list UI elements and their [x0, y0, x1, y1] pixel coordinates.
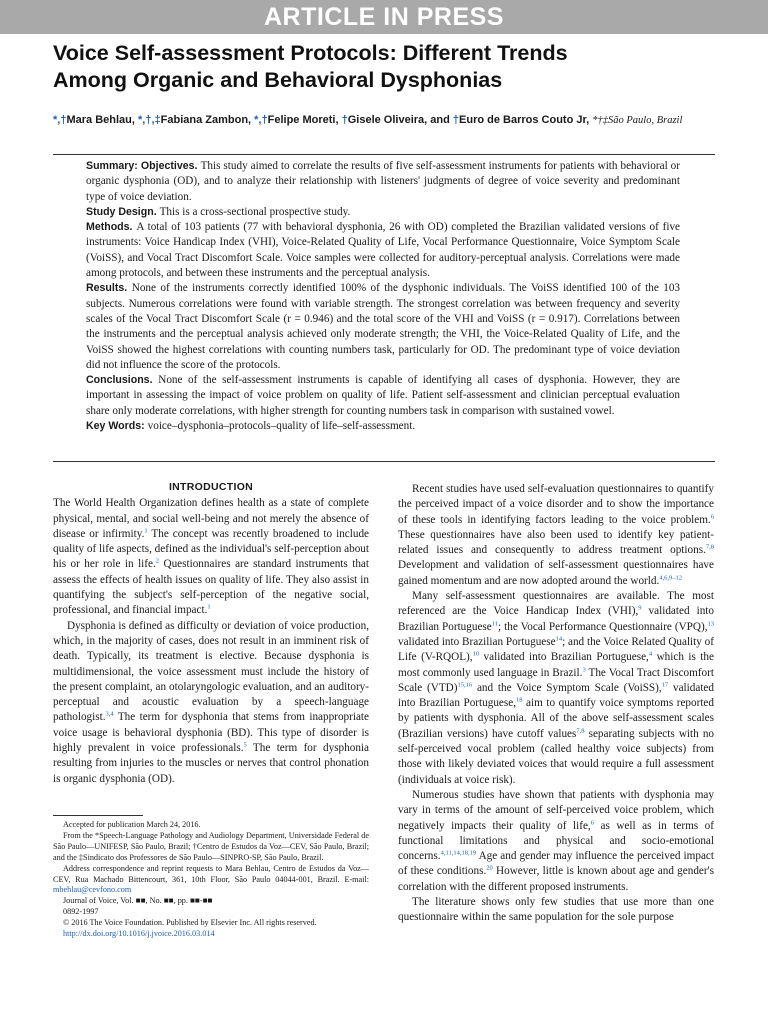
right-p2-text-f: validated into Brazilian Portuguese, [479, 651, 649, 664]
right-p2-text-b: validated into Brazilian Portuguese [398, 605, 714, 633]
right-p2-text-a: Many self-assessment questionnaires are available. The most referenced are the Voice Handicap Index (VHI), [398, 590, 714, 618]
right-p2-text-l: separating subjects with no self-perceived vocal problem (called healthy voice subjects) from those with likely deviated voices that would require a full assessment (individuals at voice risk). [398, 727, 715, 786]
right-p3-text-c: Age and gender may influence the perceived impact of these conditions. [398, 850, 714, 878]
title-line-1: Voice Self-assessment Protocols: Different Trends [53, 41, 568, 65]
intro-p2-text-a: Dysphonia is defined as difficulty or deviation of voice production, which, in the majority of cases, does not result in an imminent risk of death. Typically, its treatment is elective. Because dysphonia is multidimensional, the voice assessment must include the history of the present complaint, an otolaryngologic evaluation, and an auditory-perceptual and acoustic evaluation by a speech-language pathologist. [53, 619, 369, 724]
intro-paragraph-2 [53, 619, 369, 787]
objectives-label: Objectives. [140, 160, 201, 172]
footnote-address [53, 864, 369, 897]
intro-p2-text-b: The term for dysphonia that stems from inappropriate voice usage is behavioral dysphonia (BD). This type of disorder is highly prevalent in voice professionals. [53, 711, 369, 755]
right-p1-text-c: Development and validation of self-assessment questionnaires have gained momentum and are now adopted around the world. [398, 559, 714, 587]
right-p2-text-i: and the Voice Symptom Scale (VoiSS), [472, 681, 662, 694]
abstract-keywords [86, 419, 680, 434]
footnote-accepted: Accepted for publication March 24, 2016. [63, 820, 201, 829]
abstract-results [86, 281, 680, 373]
citation-ref[interactable]: 11 [491, 619, 499, 627]
citation-ref[interactable]: 7,8 [705, 543, 714, 551]
citation-ref[interactable]: 2 [155, 557, 160, 565]
intro-paragraph-1 [53, 496, 369, 618]
intro-p1-text-b: The concept was recently broadened to include quality of life aspects, defined as the individual's self-perception about his or her role in life. [53, 527, 370, 571]
title-line-2: Among Organic and Behavioral Dysphonias [53, 68, 503, 92]
author-name-4: Gisele Oliveira, and [347, 114, 453, 126]
intro-p2-text-c: The term for dysphonia resulting from injuries to the muscles or nerves that control phonation is organic dysphonia (OD). [53, 742, 369, 785]
author-name-2: Fabiana Zambon, [160, 114, 255, 126]
right-p2-text-h: The Vocal Tract Discomfort Scale (VTD) [398, 666, 714, 694]
abstract-bottom-rule [53, 461, 715, 462]
citation-ref[interactable]: 9 [638, 604, 642, 612]
citation-ref[interactable]: 6 [710, 512, 714, 520]
author-affiliation: *†‡São Paulo, Brazil [592, 115, 683, 126]
author-name-5: Euro de Barros Couto Jr, [459, 114, 593, 126]
citation-ref[interactable]: 20 [486, 864, 493, 872]
conclusions-text: None of the self-assessment instruments is capable of identifying all cases of dysphonia. However, they are important in assessing the impact of voice problem on quality of life. Patient self-assessment and clinician perceptual evaluation share only moderate correlations, with higher strength for counting numbers task in comparison with sustained vowel. [86, 374, 680, 417]
right-paragraph-2 [398, 589, 714, 788]
footnote-issn: 0892-1997 [63, 907, 99, 917]
citation-ref[interactable]: 4 [648, 650, 653, 658]
citation-ref[interactable]: 7,8 [576, 727, 585, 735]
citation-ref[interactable]: 1 [207, 603, 211, 611]
summary-label: Summary: [86, 160, 141, 172]
intro-p1-text-c: Questionnaires are standard instruments that assess the effects of health issues on quality of life. They also assist in quantifying the subject's self-perception of the negative social, professional, and financial impact. [53, 558, 369, 617]
keywords-label: Key Words: [86, 420, 148, 433]
footnote-affiliations: From the *Speech-Language Pathology and Audiology Department, Universidade Federal de São Paulo—UNIFESP, São Paulo, Brazil; †Centro de Estudos da Voz—CEV, São Paulo, Brazil; and the ‡Sindicato dos Professores de São Paulo—SINPRO-SP, São Paulo, Brazil. [53, 830, 369, 862]
methods-label: Methods. [86, 221, 137, 234]
article-title [53, 40, 733, 94]
abstract [86, 159, 680, 434]
author-marks-5: † [452, 114, 460, 126]
abstract-top-rule [53, 154, 715, 155]
right-p2-text-c: ; the Vocal Performance Questionnaire (VPQ), [498, 620, 708, 633]
design-text: This is a cross-sectional prospective study. [159, 205, 351, 218]
right-p2-text-g: which is the most commonly used language in Brazil. [398, 651, 714, 679]
author-marks-4: † [341, 114, 348, 126]
right-p3-text-a: Numerous studies have shown that patients with dysphonia may vary in terms of the amount of self-perceived voice problem, which negatively impacts their quality of life, [398, 788, 714, 832]
citation-ref[interactable]: 4,6,9–12 [659, 574, 683, 582]
citation-ref[interactable]: 15,16 [457, 681, 473, 689]
footnotes [53, 820, 369, 940]
footnote-rule [53, 815, 143, 816]
abstract-objectives [86, 159, 680, 205]
abstract-design [86, 205, 680, 220]
citation-ref[interactable]: 3,4 [105, 710, 114, 718]
conclusions-label: Conclusions. [86, 374, 159, 387]
banner-text: ARTICLE IN PRESS [264, 3, 504, 31]
objectives-text: This study aimed to correlate the results of five self-assessment instruments for patients with behavioral or organic dysphonia (OD), and to analyze their relationship with listeners' judgments of degree of voice severity and predominant type of voice deviation. [86, 160, 680, 203]
right-paragraph-1 [398, 482, 714, 589]
citation-ref[interactable]: 4,11,14,18,19 [440, 849, 477, 857]
section-heading-introduction: INTRODUCTION [168, 481, 254, 493]
citation-ref[interactable]: 6 [590, 818, 594, 826]
right-p3-text-b: as well as in terms of functional limitations and physical and socio-emotional concerns. [398, 819, 714, 863]
citation-ref[interactable]: 18 [516, 696, 523, 704]
citation-ref[interactable]: 1 [144, 527, 148, 535]
citation-ref[interactable]: 17 [661, 681, 669, 689]
abstract-methods [86, 220, 680, 281]
abstract-conclusions [86, 373, 680, 419]
methods-text: A total of 103 patients (77 with behavioral dysphonia, 26 with OD) completed the Brazilian validated versions of five instruments: Voice Handicap Index (VHI), Voice-Related Quality of Life, Vocal Performance Questionnaire, Voice Symptom Scale (VoiSS), and Vocal Tract Discomfort Scale. Voice samples were collected for auditory-perceptual analysis. Correlations were made among protocols, and between these instruments and the perceptual analysis. [86, 221, 681, 280]
right-p2-text-k: aim to quantify voice symptoms reported by patients with dysphonia. All of the above self-assessment scales (Brazilian versions) have cutoff values [398, 697, 714, 740]
left-column [53, 480, 369, 787]
author-marks-3: *,† [254, 114, 268, 126]
email-link[interactable]: mbehlau@cevfono.com [53, 885, 132, 895]
right-paragraph-4: The literature shows only few studies that use more than one questionnaire within the same population for the sole purpose [398, 896, 714, 924]
citation-ref[interactable]: 5 [243, 741, 247, 749]
author-name-1: Mara Behlau, [66, 114, 138, 126]
doi-link[interactable]: http://dx.doi.org/10.1016/j.jvoice.2016.03.014 [63, 929, 215, 939]
keywords-text: voice–dysphonia–protocols–quality of life–self-assessment. [147, 420, 416, 433]
intro-p1-text-a: The World Health Organization defines health as a state of complete physical, mental, and social well-being and not merely the absence of disease or infirmity. [53, 497, 369, 540]
citation-ref[interactable]: 13 [707, 619, 714, 627]
right-paragraph-3 [398, 788, 714, 895]
right-p2-text-e: ; and the Voice Related Quality of Life (V-RQOL), [398, 635, 715, 664]
design-label: Study Design. [86, 205, 160, 218]
citation-ref[interactable]: 3 [582, 665, 586, 673]
author-marks-2: *,†,‡ [138, 114, 161, 126]
right-column [398, 482, 714, 926]
right-p1-text-a: Recent studies have used self-evaluation questionnaires to quantify the perceived impact of a voice disorder and to show the importance of these tools in identifying factors leading to the voice problem. [398, 483, 714, 526]
footnote-address-text: Address correspondence and reprint requests to Mara Behlau, Centro de Estudos da Voz—CEV, Rua Machado Bittencourt, 361, 10th Floor, São Paulo 04044-001, Brazil. E-mail: [53, 863, 369, 884]
right-p1-text-b: These questionnaires have also been used to identify key patient-related issues and consequently to address treatment options. [398, 528, 714, 557]
results-label: Results. [86, 282, 132, 295]
right-p3-text-d: However, little is known about age and gender's correlation with the different proposed instruments. [398, 865, 714, 893]
right-p2-text-d: validated into Brazilian Portuguese [398, 635, 556, 648]
footnote-journal: Journal of Voice, Vol. ■■, No. ■■, pp. ■■-■■ [63, 896, 213, 906]
footnote-copyright: © 2016 The Voice Foundation. Published by Elsevier Inc. All rights reserved. [63, 918, 317, 928]
author-list [53, 112, 723, 129]
author-marks-1: *,† [53, 114, 67, 126]
results-text: None of the instruments correctly identified 100% of the dysphonic individuals. The VoiSS identified 100 of the 103 subjects. Numerous correlations were found with variable strength. The strongest correlation was between frequency and severity scales of the Vocal Tract Discomfort Scale (r = 0.946) and the total score of the VHI and VoiSS (r = 0.917). Correlations between the instruments and the perceptual analysis achieved only moderate strength; the VHI, the Voice-Related Quality of Life, and the VoiSS showed the highest correlations with counting numbers task, particularly for OD. The predominant type of voice deviation did not influence the score of the protocols. [86, 282, 681, 371]
author-name-3: Felipe Moreti, [267, 114, 342, 126]
citation-ref[interactable]: 14 [555, 635, 563, 643]
right-p2-text-j: validated into Brazilian Portuguese, [398, 681, 714, 710]
citation-ref[interactable]: 10 [472, 650, 480, 658]
